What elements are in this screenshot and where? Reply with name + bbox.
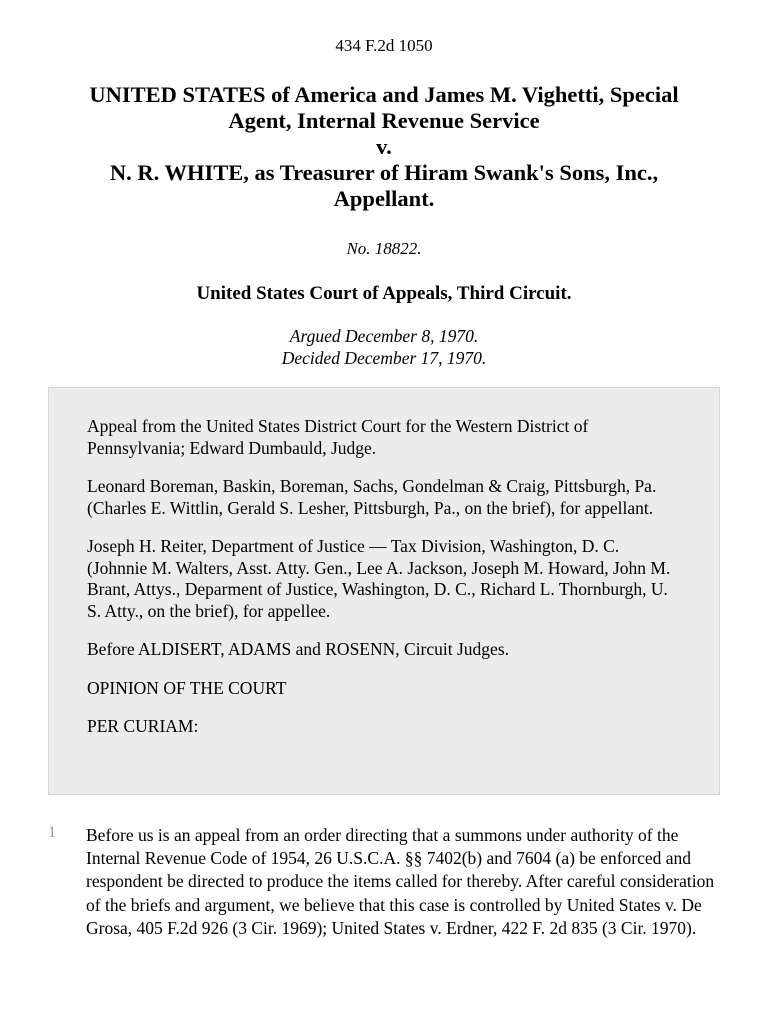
caption-line-4: Appellant. [333, 186, 435, 211]
caption-line-3: N. R. WHITE, as Treasurer of Hiram Swank's Sons, Inc., [109, 160, 659, 185]
appellee-counsel-text: Joseph H. Reiter, Department of Justice — Tax Division, Washington, D. C. (Johnnie M. Walters, Asst. Atty. Gen., Lee A. Jackson, Joseph M. Howard, John M. Brant, Attys., Deparment of Justice, Washington, D. C., Richard L. Thornburgh, U. S. Atty., on the brief), for appellee. [87, 536, 671, 621]
caption-line-2: Agent, Internal Revenue Service [228, 108, 540, 133]
case-summary-box [48, 387, 720, 795]
court-name: United States Court of Appeals, Third Circuit. [196, 283, 572, 304]
paragraph-text: Before us is an appeal from an order directing that a summons under authority of the Internal Revenue Code of 1954, 26 U.S.C.A. §§ 7402(b) and 7604 (a) be enforced and respondent be directed to produce the items called for thereby. After careful consideration of the briefs and argument, we believe that this case is controlled by United States v. De Grosa, 405 F.2d 926 (3 Cir. 1969); United States v. Erdner, 422 F. 2d 835 (3 Cir. 1970). [86, 825, 715, 938]
panel-judges-text: Before ALDISERT, ADAMS and ROSENN, Circuit Judges. [87, 639, 510, 659]
argued-date: Argued December 8, 1970. [289, 326, 479, 346]
docket-number: No. 18822. [346, 239, 422, 258]
caption-line-1: UNITED STATES of America and James M. Vighetti, Special [89, 82, 679, 107]
paragraph-number: 1 [48, 824, 56, 841]
caption-versus: v. [376, 134, 392, 159]
case-caption [40, 82, 728, 212]
appellant-counsel-text: Leonard Boreman, Baskin, Boreman, Sachs, Gondelman & Craig, Pittsburgh, Pa. (Charles E. Wittlin, Gerald S. Lesher, Pittsburgh, Pa., on the brief), for appellant. [87, 476, 657, 518]
case-citation: 434 F.2d 1050 [335, 36, 433, 55]
decided-date: Decided December 17, 1970. [281, 348, 487, 368]
per-curiam-label: PER CURIAM: [87, 716, 199, 736]
opinion-heading: OPINION OF THE COURT [87, 677, 287, 698]
appeal-from-text: Appeal from the United States District Court for the Western District of Pennsylvania; Edward Dumbauld, Judge. [87, 416, 589, 458]
case-dates [0, 325, 768, 369]
